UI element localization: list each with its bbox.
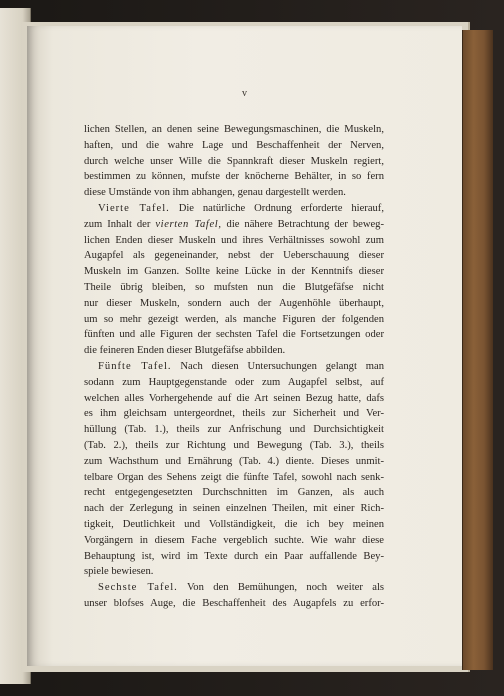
- text-run: um so mehr gezeigt werden, als manche Figuren der folgenden: [84, 313, 384, 325]
- text-line: [84, 501, 384, 517]
- text-run: zum Wachsthum und Ernährung (Tab. 4.) diente. Dieses unmit-: [84, 455, 384, 467]
- text-run: Von den Bemühungen, noch weiter als: [177, 582, 385, 594]
- text-run: (Tab. 2.), theils zur Richtung und Bewegung (Tab. 3.), theils: [84, 439, 384, 451]
- text-line: [84, 169, 384, 185]
- text-line: [84, 359, 384, 375]
- text-line: [84, 422, 384, 438]
- text-run: recht entgegengesetzten Durchschnitten im Ganzen, als auch: [84, 487, 384, 499]
- text-line: [84, 549, 384, 565]
- book-cover-board: [462, 30, 493, 670]
- text-run: durch welche unser Wille die Spannkraft dieser Muskeln regiert,: [84, 155, 384, 167]
- text-run: hüllung (Tab. 1.), theils zur Anfrischung und Durchsichtigkeit: [84, 424, 384, 436]
- text-line: [84, 343, 384, 359]
- text-line: [84, 217, 384, 233]
- text-line: [84, 264, 384, 280]
- text-run: telbare Organ des Sehens zeigt die fünfte Tafel, sowohl nach senk-: [84, 471, 384, 483]
- text-line: [84, 296, 384, 312]
- text-run: die feineren Enden dieser Blutgefäfse abbilden.: [84, 345, 286, 357]
- text-line: [84, 406, 384, 422]
- text-line: [84, 391, 384, 407]
- body-text: [84, 122, 384, 612]
- text-run: fünften und alle Figuren der sechsten Tafel die Fortsetzungen oder: [84, 329, 384, 341]
- text-line: [84, 327, 384, 343]
- section-heading: Vierte Tafel.: [98, 202, 170, 214]
- text-line: [84, 185, 384, 201]
- text-run: bestimmen zu können, mufste der knöcherne Behälter, in so fern: [84, 171, 384, 183]
- text-line: [84, 470, 384, 486]
- text-run: sodann zum Hauptgegenstande oder zum Augapfel selbst, auf: [84, 376, 384, 388]
- text-run: Behauptung ist, wird im Texte durch ein Paar auffallende Bey-: [84, 550, 384, 562]
- text-run: nur dieser Muskeln, sondern auch der Augenhöhle überhaupt,: [84, 297, 384, 309]
- text-run: nach der Zerlegung in seinen einzelnen Theilen, mit einer Rich-: [84, 503, 384, 515]
- text-run: zum Inhalt der: [84, 218, 156, 230]
- section-heading: Fünfte Tafel.: [98, 360, 172, 372]
- text-run: spiele bewiesen.: [84, 566, 154, 578]
- text-line: [84, 438, 384, 454]
- text-run: unser blofses Auge, die Beschaffenheit des Augapfels zu erfor-: [84, 597, 384, 609]
- text-run: die nähere Betrachtung der beweg-: [221, 218, 385, 230]
- text-run: lichen Enden dieser Muskeln und ihres Verhältnisses sowohl zum: [84, 234, 384, 246]
- text-run: lichen Stellen, an denen seine Bewegungsmaschinen, die Muskeln,: [84, 124, 384, 135]
- text-line: [84, 138, 384, 154]
- text-line: [84, 233, 384, 249]
- text-run: Die natürliche Ordnung erforderte hierauf,: [169, 202, 384, 214]
- text-line: [84, 564, 384, 580]
- text-line: [84, 596, 384, 612]
- text-run: Vorgängern in diesem Fache vergeblich suchte. Wie wahr diese: [84, 534, 384, 546]
- text-line: [84, 375, 384, 391]
- section-heading: Sechste Tafel.: [98, 582, 178, 594]
- text-line: [84, 485, 384, 501]
- text-line: [84, 533, 384, 549]
- text-line: [84, 280, 384, 296]
- text-run: tigkeit, Deutlichkeit und Vollständigkeit, die ich bey meinen: [84, 518, 384, 530]
- text-run: Muskeln im Ganzen. Sollte keine Lücke in der Kenntnifs dieser: [84, 266, 384, 278]
- text-line: [84, 517, 384, 533]
- italic-text: vierten Tafel,: [155, 218, 222, 230]
- text-run: haften, und die wahre Lage und Beschaffenheit der Nerven,: [84, 139, 384, 151]
- text-line: [84, 312, 384, 328]
- text-run: es ihm gleichsam untergeordnet, theils zur Sicherheit und Ver-: [84, 408, 384, 420]
- text-line: [84, 580, 384, 596]
- text-run: Nach diesen Untersuchungen gelangt man: [171, 360, 384, 372]
- text-line: [84, 248, 384, 264]
- text-run: Augapfel als gegeneinander, nebst der Ueberschauung dieser: [84, 250, 384, 262]
- text-line: [84, 154, 384, 170]
- page-number: v: [242, 88, 247, 99]
- text-run: Theile übrig bleiben, so mufsten nun die Blutgefäfse nicht: [84, 281, 384, 293]
- text-run: welchen alles Vorhergehende auf die Art seinen Bezug hatte, dafs: [84, 392, 384, 404]
- text-line: [84, 122, 384, 138]
- text-line: [84, 454, 384, 470]
- text-line: [84, 201, 384, 217]
- text-run: diese Umstände von ihm abhangen, genau dargestellt werden.: [84, 187, 346, 199]
